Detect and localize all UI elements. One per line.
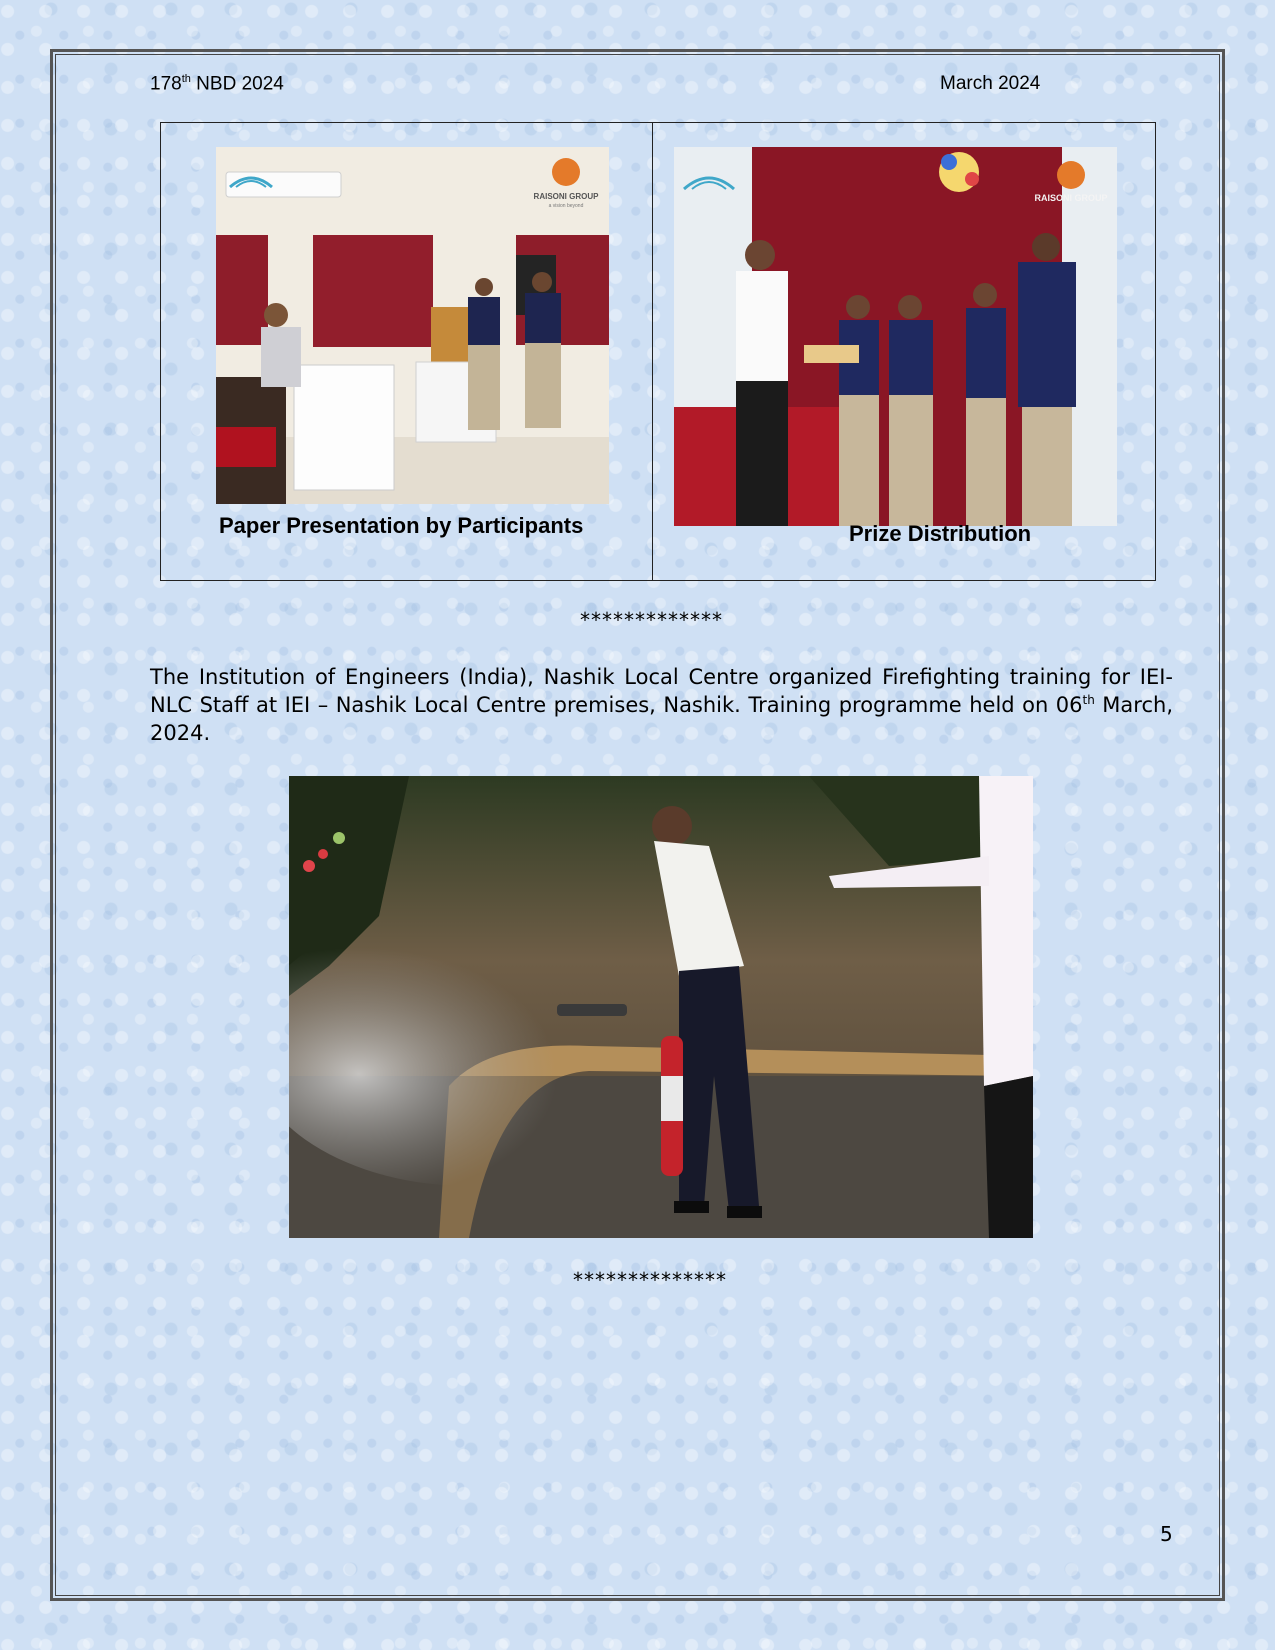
header-issue: 178th NBD 2024 (150, 73, 284, 95)
firefighting-training-photo (289, 776, 1033, 1238)
raisoni-logo-text: RAISONI GROUP (533, 192, 599, 201)
raisoni-logo-subtext: a vision beyond (548, 203, 584, 209)
prize-distribution-photo (674, 147, 1117, 526)
table-divider (652, 123, 653, 580)
caption-prize-distribution: Prize Distribution (849, 521, 1032, 546)
raisoni-logo-text-right: RAISONI GROUP (1034, 193, 1108, 203)
page-number: 5 (1160, 1522, 1173, 1546)
caption-paper-presentation: Paper Presentation by Participants (219, 513, 584, 538)
separator-bottom: ************** (573, 1268, 727, 1292)
separator-top: ************* (580, 608, 723, 632)
header-date: March 2024 (940, 73, 1041, 94)
training-paragraph: The Institution of Engineers (India), Nashik Local Centre organized Firefighting training for IEI-NLC Staff at IEI – Nashik Local Centre premises, Nashik. Training programme held on 06th March, 2024. (150, 665, 1173, 745)
paper-presentation-photo (216, 147, 609, 504)
